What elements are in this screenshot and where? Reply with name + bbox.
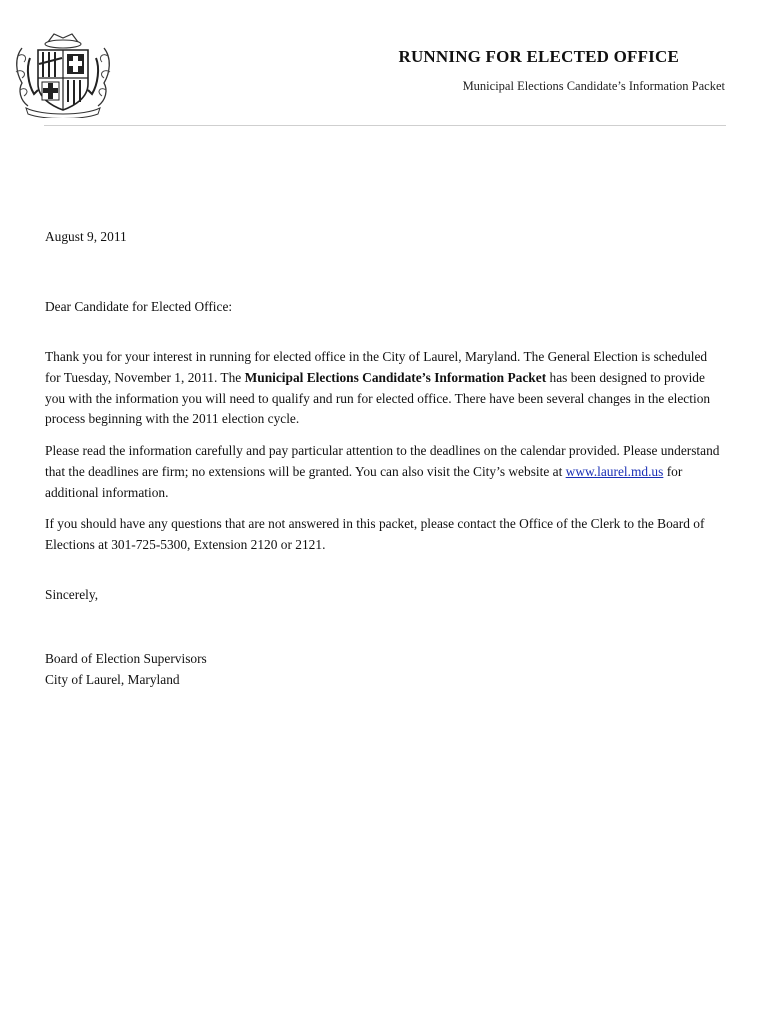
- letter-date: August 9, 2011: [45, 229, 127, 244]
- signature-organization: Board of Election Supervisors: [45, 651, 207, 666]
- letter-closing: Sincerely,: [45, 587, 99, 602]
- header-divider: [44, 125, 726, 126]
- paragraph-deadlines-text-b: for additional information.: [45, 463, 683, 500]
- paragraph-contact: If you should have any questions that are not answered in this packet, please contact the Office of the Clerk to the Board of Elections at 301-725-5300, Extension 2120 or 2121.: [45, 516, 705, 552]
- paragraph-intro: [45, 347, 725, 429]
- paragraph-intro-text-b: has been designed to provide you with the information you will need to qualify and run for elected office. There have been several changes in the election process beginning with the 2011 election cycle.: [45, 369, 711, 427]
- letter-salutation: Dear Candidate for Elected Office:: [45, 299, 233, 314]
- paragraph-intro-text-a: Thank you for your interest in running for elected office in the City of Laurel, Maryland. The General Election is scheduled for Tuesday, November 1, 2011. The: [45, 349, 708, 385]
- document-title: RUNNING FOR ELECTED OFFICE: [398, 47, 679, 66]
- signature-city: City of Laurel, Maryland: [45, 672, 180, 687]
- document-subtitle: Municipal Elections Candidate’s Information Packet: [462, 79, 725, 93]
- city-seal-icon: [12, 28, 114, 118]
- packet-name-bold: Municipal Elections Candidate’s Information Packet: [244, 369, 547, 385]
- paragraph-deadlines: [45, 441, 725, 503]
- city-website-link[interactable]: www.laurel.md.us: [565, 463, 664, 479]
- paragraph-deadlines-text-a: Please read the information carefully and pay particular attention to the deadlines on the calendar provided. Please understand that the deadlines are firm; no extensions will be granted. You can also visit the City’s website at: [45, 443, 720, 479]
